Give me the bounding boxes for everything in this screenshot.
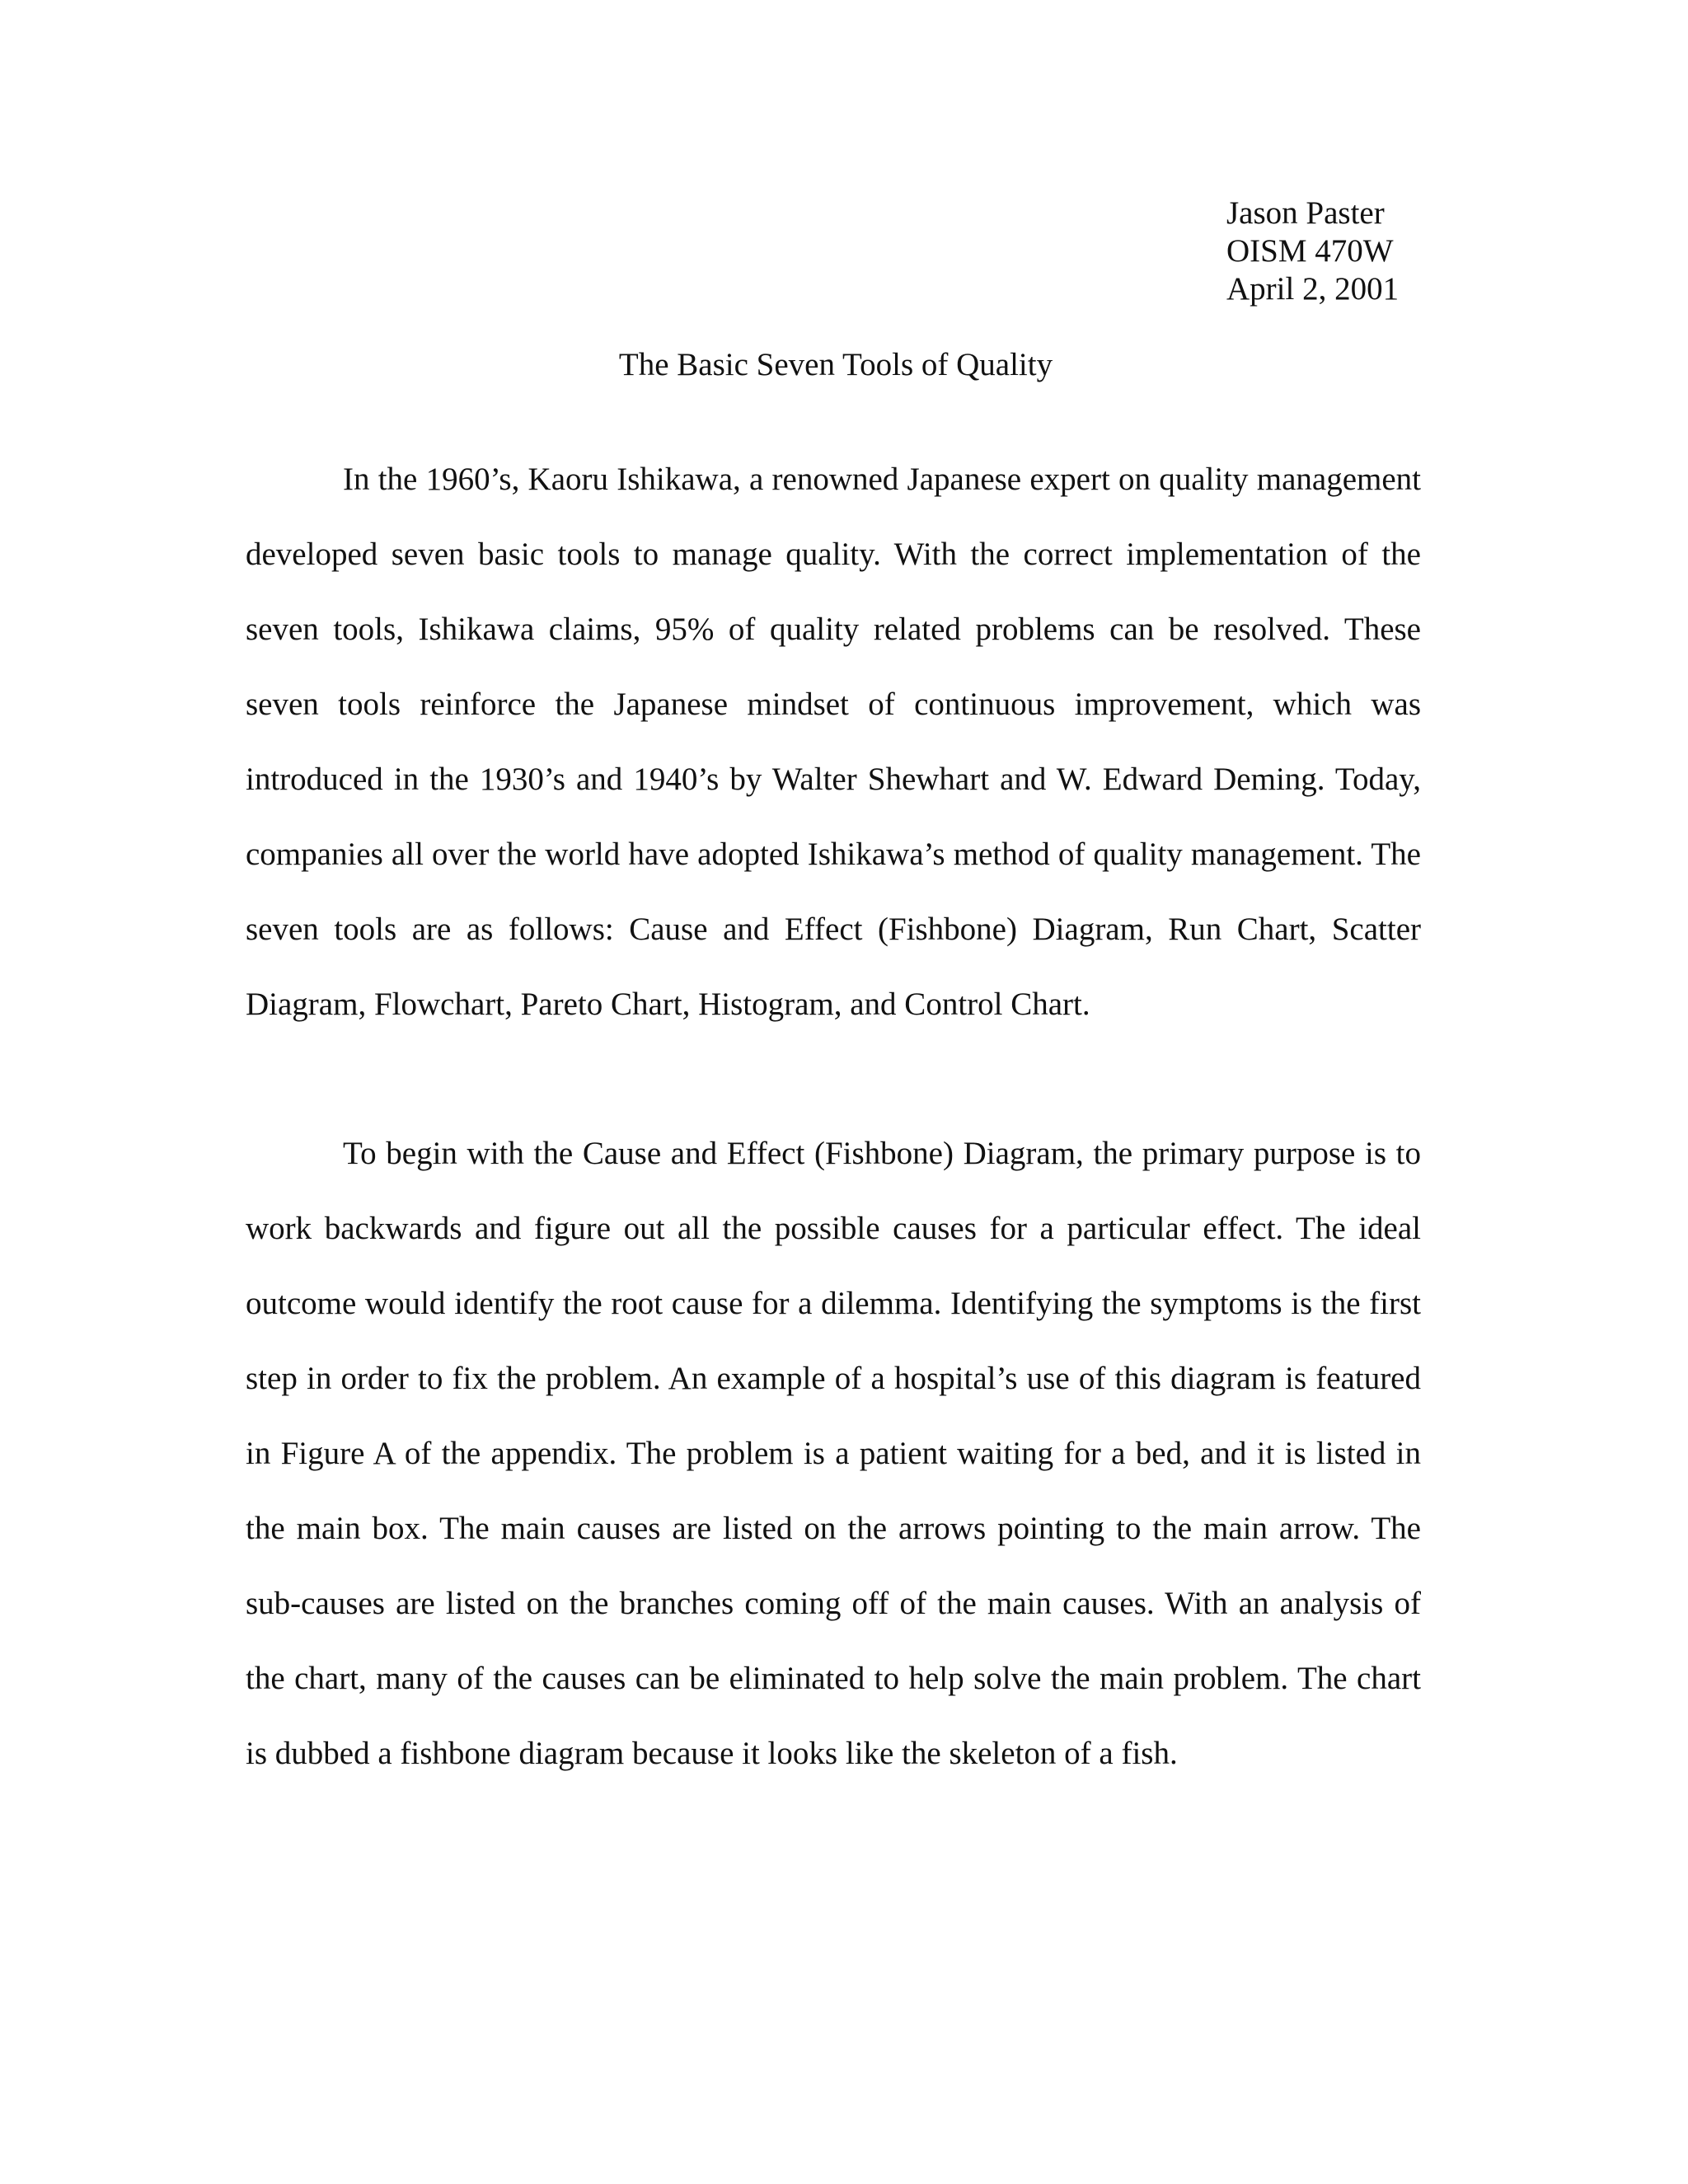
body-paragraph-2-container: [246, 1116, 1421, 1791]
body-paragraph: In the 1960’s, Kaoru Ishikawa, a renowned Japanese expert on quality management developed seven basic tools to manage quality. With the correct implementation of the seven tools, Ishikawa claims, 95% of quality related problems can be resolved. These seven tools reinforce the Japanese mindset of continuous improvement, which was introduced in the 1930’s and 1940’s by Walter Shewhart and W. Edward Deming. Today, companies all over the world have adopted Ishikawa’s method of quality management. The seven tools are as follows: Cause and Effect (Fishbone) Diagram, Run Chart, Scatter Diagram, Flowchart, Pareto Chart, Histogram, and Control Chart.: [246, 462, 1421, 1022]
author-name: Jason Paster: [1226, 195, 1385, 231]
body-paragraph-1-container: [246, 442, 1421, 1042]
document-date: April 2, 2001: [1226, 271, 1400, 307]
body-paragraph: To begin with the Cause and Effect (Fishbone) Diagram, the primary purpose is to work backwards and figure out all the possible causes for a particular effect. The ideal outcome would identify the root cause for a dilemma. Identifying the symptoms is the first step in order to fix the problem. An example of a hospital’s use of this diagram is featured in Figure A of the appendix. The problem is a patient waiting for a bed, and it is listed in the main box. The main causes are listed on the arrows pointing to the main arrow. The sub-causes are listed on the branches coming off of the main causes. With an analysis of the chart, many of the causes can be eliminated to help solve the main problem. The chart is dubbed a fishbone diagram because it looks like the skeleton of a fish.: [246, 1136, 1421, 1771]
author-block: [1226, 194, 1399, 308]
course-code: OISM 470W: [1226, 233, 1394, 269]
document-title: The Basic Seven Tools of Quality: [618, 347, 1053, 382]
